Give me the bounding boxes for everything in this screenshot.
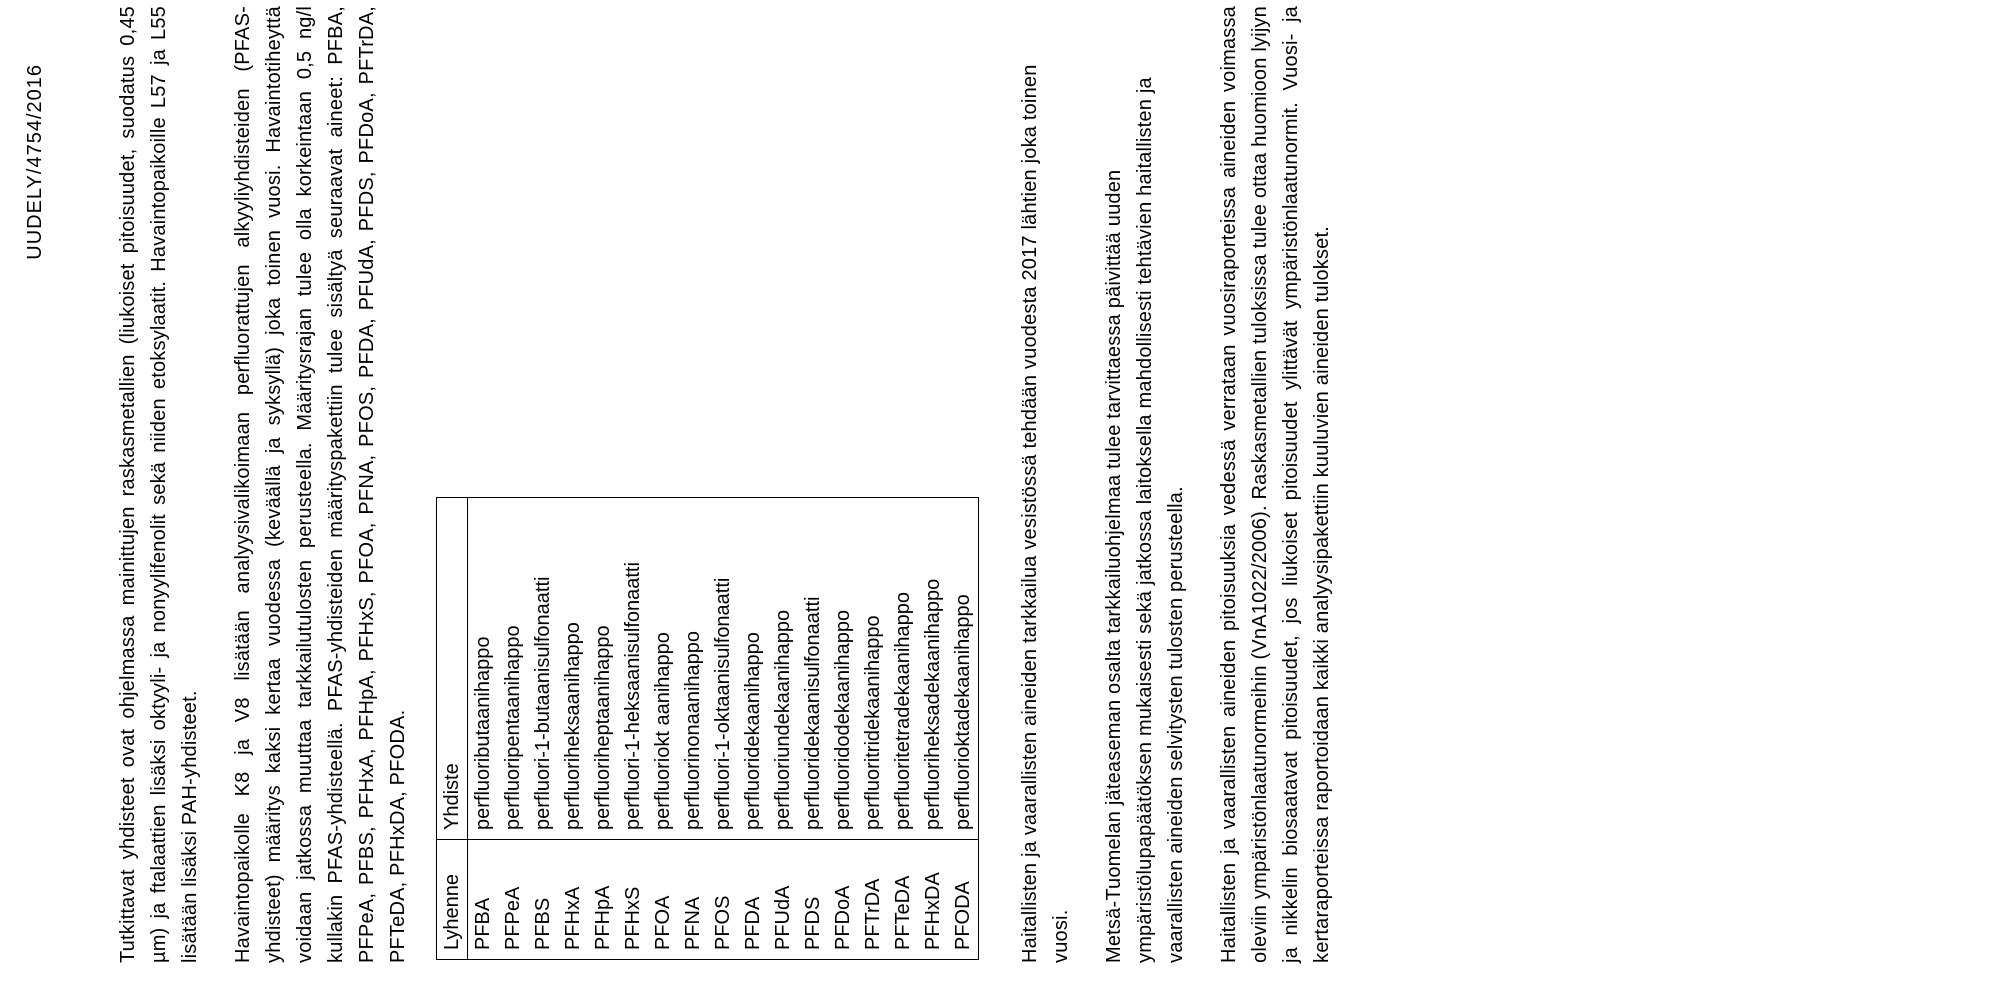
compound-cell: perfluoritridekaanihappo: [862, 615, 884, 830]
compound-cell: perfluoridodekaanihappo: [832, 609, 854, 830]
abbreviation-cell: PFNA: [678, 840, 708, 960]
pfas-compound-table: [436, 497, 979, 960]
paragraph-pfas-analysis: Havaintopaikolle K8 ja V8 lisätään analyysivalikoimaan perfluorattujen alkyyliyhdisteiden (PFAS-yhdisteet) määritys kaksi kertaa vuodessa (keväällä ja syksyllä) joka toinen vuosi. Havaintotiheyttä voidaan jatkossa muuttaa tarkkailutulosten perusteella. Määritysrajan tulee olla korkeintaan 0,5 ng/l kullakin PFAS-yhdisteellä. PFAS-yhdisteiden määrityspakettiin tulee sisältyä seuraavat aineet: PFBA, PFPeA, PFBS, PFHxA, PFHpA, PFHxS, PFOA, PFNA, PFOS, PFDA, PFUdA, PFDS, PFDoA, PFTrDA, PFTeDA, PFHxDA, PFODA.: [232, 6, 409, 963]
table-row: [618, 498, 648, 960]
compound-cell: perfluoriheksadekaanihappo: [922, 578, 944, 830]
table-row: [828, 498, 858, 960]
compound-cell: perfluoriheksaanihappo: [562, 622, 584, 830]
compound-cell: perfluori-1-heksaanisulfonaatti: [622, 562, 644, 830]
compound-cell: perfluori-1-oktaanisulfonaatti: [712, 577, 734, 830]
compound-cell: perfluoributaanihappo: [472, 636, 494, 830]
abbreviation-cell: PFHxDA: [918, 840, 948, 960]
abbreviation-cell: PFODA: [948, 840, 979, 960]
table-header-row: [437, 498, 468, 960]
abbreviation-cell: PFHxS: [618, 840, 648, 960]
compound-cell: perfluoripentaanihappo: [502, 625, 524, 830]
table-row: [678, 498, 708, 960]
compound-cell: perfluoriokt aanihappo: [652, 632, 674, 830]
table-row: [768, 498, 798, 960]
compound-cell: perfluoritetradekaanihappo: [892, 592, 914, 830]
paragraph-metsa-tuomela: Metsä-Tuomelan jäteaseman osalta tarkkailuohjelmaa tulee tarvittaessa päivittää uuden ympäristölupapäätöksen mukaisesti sekä jatkossa laitoksella mahdollisesti tehtävien haitallisten ja vaarallisten aineiden selvitysten tulosten perusteella.: [1103, 77, 1187, 963]
abbreviation-cell: PFDS: [798, 840, 828, 960]
column-header-compound: Yhdiste: [437, 498, 468, 840]
compound-cell: perfluori-1-butaanisulfonaatti: [532, 576, 554, 830]
abbreviation-cell: PFOA: [648, 840, 678, 960]
compound-cell: perfluorioktadekaanihappo: [952, 594, 974, 830]
table-row: [888, 498, 918, 960]
table-row: [948, 498, 979, 960]
abbreviation-cell: PFTeDA: [888, 840, 918, 960]
document-id: UUDELY/4754/2016: [24, 64, 46, 260]
paragraph-studied-compounds: Tutkittavat yhdisteet ovat ohjelmassa mainittujen raskasmetallien (liukoiset pitoisuudet, suodatus 0,45 µm) ja ftalaattien lisäksi oktyyli- ja nonyylifenolit sekä niiden etoksylaatit. Havaintopaikoille L57 ja L55 lisätään lisäksi PAH-yhdisteet.: [117, 6, 201, 963]
column-header-abbreviation: Lyhenne: [437, 840, 468, 960]
table-row: [558, 498, 588, 960]
table-row: [738, 498, 768, 960]
compound-cell: perfluoriundekaanihappo: [772, 609, 794, 830]
compound-cell: perfluoridekaanisulfonaatti: [802, 596, 824, 830]
abbreviation-cell: PFDA: [738, 840, 768, 960]
abbreviation-cell: PFBS: [528, 840, 558, 960]
compound-cell: perfluoriheptaanihappo: [592, 625, 614, 830]
table-row: [858, 498, 888, 960]
abbreviation-cell: PFHpA: [588, 840, 618, 960]
table-row: [918, 498, 948, 960]
table-row: [588, 498, 618, 960]
abbreviation-cell: PFTrDA: [858, 840, 888, 960]
compound-cell: perfluoridekaanihappo: [742, 632, 764, 830]
abbreviation-cell: PFHxA: [558, 840, 588, 960]
compound-cell: perfluorinonaanihappo: [682, 630, 704, 830]
paragraph-reporting: Haitallisten ja vaarallisten aineiden pitoisuuksia vedessä verrataan vuosiraporteissa aineiden voimassa oleviin ympäristönlaatunormeihin (VnA1022/2006). Raskasmetallien tuloksissa tulee ottaa huomioon lyijyn ja nikkelin biosaatavat pitoisuudet, jos liukoiset pitoisuudet ylittävät ympäristönlaatunormit. Vuosi- ja kertaraporteissa raportoidaan kaikki analyysipakettiin kuuluvien aineiden tulokset.: [1218, 6, 1333, 963]
table-row: [708, 498, 738, 960]
table-row: [648, 498, 678, 960]
abbreviation-cell: PFUdA: [768, 840, 798, 960]
table-row: [468, 498, 499, 960]
abbreviation-cell: PFDoA: [828, 840, 858, 960]
table-row: [528, 498, 558, 960]
abbreviation-cell: PFPeA: [498, 840, 528, 960]
paragraph-monitoring-frequency: Haitallisten ja vaarallisten aineiden tarkkailua vesistössä tehdään vuodesta 2017 lähtien joka toinen vuosi.: [1019, 64, 1072, 963]
table-row: [798, 498, 828, 960]
abbreviation-cell: PFOS: [708, 840, 738, 960]
abbreviation-cell: PFBA: [468, 840, 499, 960]
table-row: [498, 498, 528, 960]
